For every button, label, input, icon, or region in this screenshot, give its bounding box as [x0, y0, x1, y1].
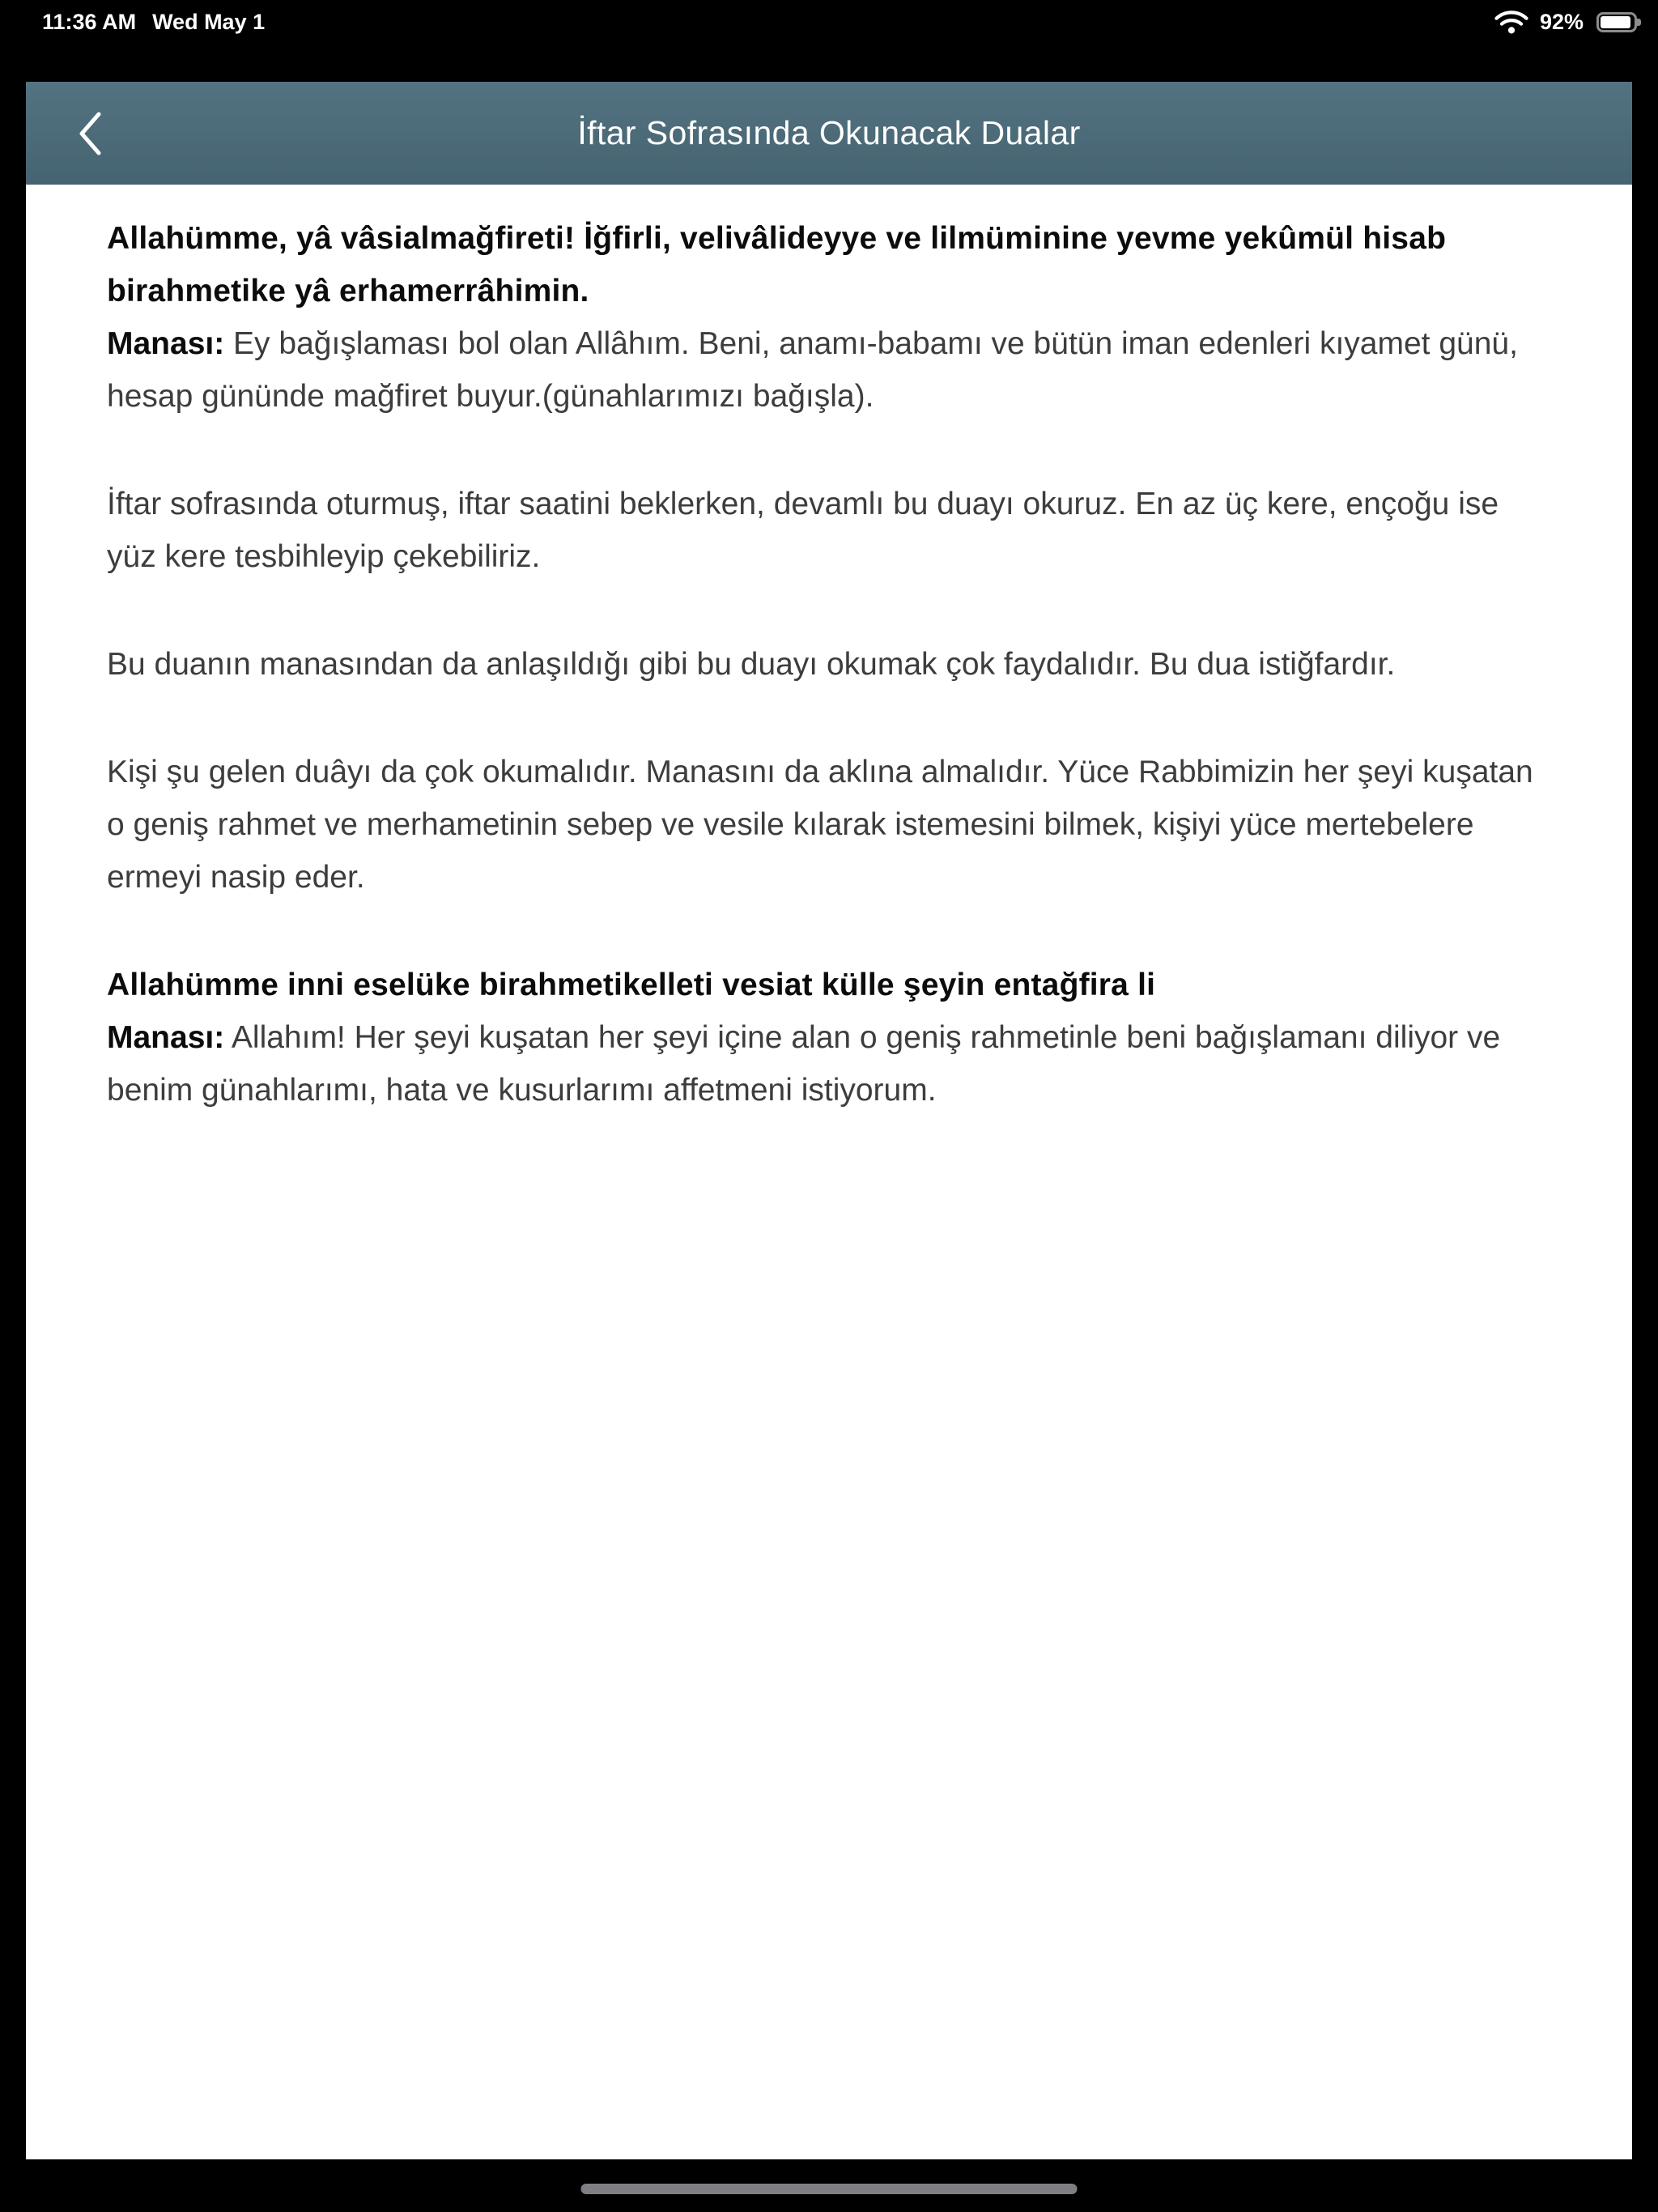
paragraph: Allahümme inni eselüke birahmetikelleti vesiat külle şeyin entağfira li: [107, 968, 1156, 1002]
status-bar: [0, 0, 1658, 39]
nav-bar: [26, 82, 1632, 185]
paragraph: Bu duanın manasından da anlaşıldığı gibi bu duayı okumak çok faydalıdır. Bu dua istiğfardır.: [107, 647, 1396, 682]
wifi-icon: [1494, 10, 1528, 35]
battery-fill: [1601, 16, 1630, 28]
paragraph-label: Manası:: [107, 1020, 225, 1055]
page-title: İftar Sofrasında Okunacak Dualar: [577, 114, 1081, 151]
status-time: 11:36 AM: [42, 9, 137, 34]
status-date: Wed May 1: [152, 9, 266, 34]
battery-percent: 92%: [1539, 9, 1584, 34]
paragraph: Kişi şu gelen duâyı da çok okumalıdır. Manasını da aklına almalıdır. Yüce Rabbimizin her şeyi kuşatan o geniş rahmet ve merhametinin sebep ve vesile kılarak istemesini bilmek, kişiyi yüce mertebelere ermeyi nasip eder.: [107, 755, 1533, 895]
home-indicator[interactable]: [581, 2184, 1078, 2194]
home-strip: [0, 2159, 1658, 2212]
battery-icon: [1596, 12, 1637, 32]
paragraph: Allahümme, yâ vâsialmağfireti! İğfirli, velivâlideyye ve lilmüminine yevme yekûmül hisab birahmetike yâ erhamerrâhimin.: [107, 221, 1447, 308]
paragraph: Manası: Ey bağışlaması bol olan Allâhım. Beni, anamı-babamı ve bütün iman edenleri kıyamet günü, hesap gününde mağfiret buyur.(günahlarımızı bağışla).: [107, 326, 1518, 414]
status-right: [1494, 10, 1637, 35]
status-left: [42, 10, 265, 35]
paragraph-label: Manası:: [107, 326, 225, 361]
battery-nub: [1637, 19, 1641, 26]
article-body: [107, 212, 1551, 1117]
paragraph: İftar sofrasında oturmuş, iftar saatini beklerken, devamlı bu duayı okuruz. En az üç kere, ençoğu ise yüz kere tesbihleyip çekebiliriz.: [107, 487, 1499, 574]
paragraph: Manası: Allahım! Her şeyi kuşatan her şeyi içine alan o geniş rahmetinle beni bağışlamanı diliyor ve benim günahlarımı, hata ve kusurlarımı affetmeni istiyorum.: [107, 1020, 1501, 1108]
chevron-left-icon: [78, 111, 102, 156]
back-button[interactable]: [58, 82, 121, 185]
content-scroll[interactable]: [26, 185, 1632, 2159]
